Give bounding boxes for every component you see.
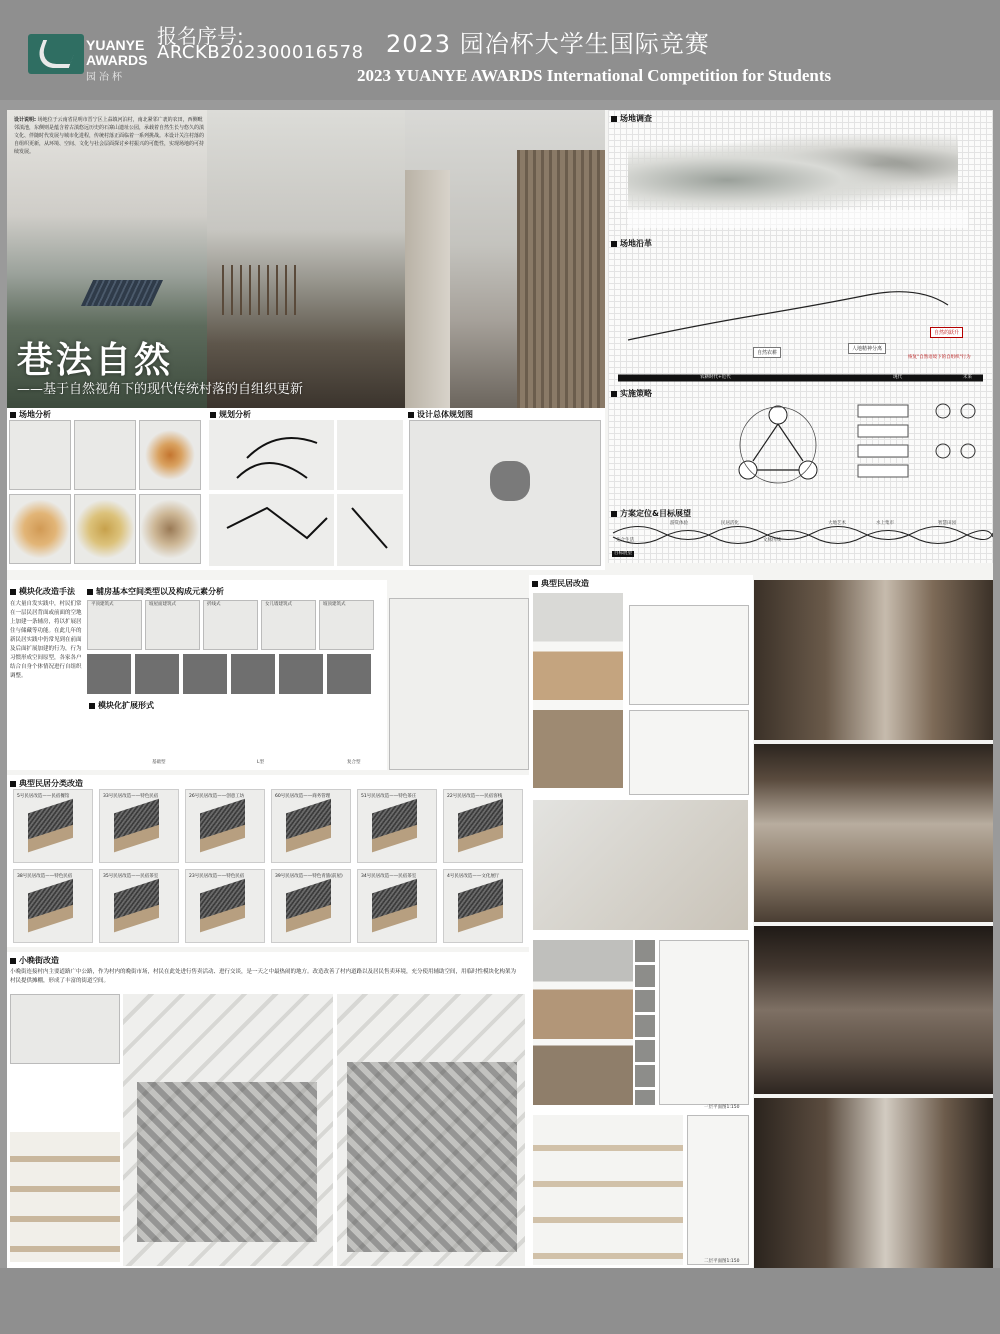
village-plan-map <box>389 598 529 770</box>
material-swatches <box>635 940 655 1105</box>
night-street-text: 小晚街连接村内主要道路广中公路，作为村内的晚街市场，村民在此处进行售卖活动、进行交谈，是一天之中最热闹的地方。改造改善了村内道路以及居民售卖环境，充分使用辅助空间，用临时性模块化构架为村民提供摊棚，形成了丰富的街道空间。 <box>10 969 517 984</box>
positioning-wave <box>608 505 993 563</box>
house-card-6 <box>443 789 523 863</box>
planning-analysis-panel <box>207 408 405 570</box>
night-street-aerial-2-roofs <box>347 1062 517 1252</box>
modular-form-l: L型 <box>257 760 265 765</box>
master-plan-core <box>490 461 530 501</box>
house-card-10-label: 39号民居改造——特色青旅(前屋) <box>275 874 343 879</box>
space-type-label-5: 坡顶建筑式 <box>323 602 346 607</box>
space-type-label-2: 坡屋面建筑式 <box>149 602 176 607</box>
logo-sub: 园冶杯 <box>86 72 125 83</box>
floor-plan-4 <box>687 1115 749 1265</box>
strategy-panel <box>608 385 993 505</box>
house-card-4 <box>271 789 351 863</box>
interior-render-3 <box>754 926 993 1094</box>
project-title: 巷法自然 <box>17 339 174 381</box>
house-card-9-label: 23号民居改造——特色民宿 <box>189 874 245 879</box>
hero-photo-middle <box>207 110 405 410</box>
competition-title-en: 2023 YUANYE AWARDS International Competition for Students <box>357 66 832 85</box>
exploded-axon-2 <box>533 800 748 930</box>
house-card-7 <box>13 869 93 943</box>
modular-text: 在大量自发实践中，村民们常在一层民居背面或前面的空地上加建一条辅房，将以扩展居住与储藏等功能。在此几年的新民居实践中仍常见到在前面及后面扩展加建的行为，行为习惯形成空间原型，各家各户结合自身个体情况进行自组织调整。 <box>10 601 82 679</box>
modular-forms-title: 模块化扩展形式 <box>89 700 154 711</box>
alley-wall-right <box>517 150 605 410</box>
house-card-7-label: 38号民居改造——特色民宿 <box>17 874 73 879</box>
history-era-2: 现代 <box>893 375 902 380</box>
solar-panels <box>81 280 163 306</box>
house-card-2-label: 33号民居改造——特色民宿 <box>103 794 159 799</box>
space-types-title: 辅房基本空间类型以及构成元素分析 <box>87 586 224 597</box>
logo-text-line1: YUANYE <box>86 37 145 53</box>
plan-label-second-floor: 二层平面图1:150 <box>704 1259 740 1264</box>
positioning-word-6: 水上集市 <box>876 521 894 526</box>
house-card-11-label: 34号民居改造——民宿茶室 <box>361 874 417 879</box>
site-analysis-panel <box>7 408 207 570</box>
site-map-4 <box>9 494 71 564</box>
typical-houses-title: 典型民居改造 <box>532 578 589 589</box>
master-plan-map <box>409 420 601 566</box>
exploded-axon-3 <box>533 940 633 1105</box>
modular-form-basic: 基础型 <box>152 760 166 765</box>
house-card-6-label: 22号民居改造——民宿客栈 <box>447 794 503 799</box>
positioning-word-3: 民居活化 <box>721 521 739 526</box>
house-card-4-label: 60号民居改造——商务管理 <box>275 794 331 799</box>
site-map-2 <box>74 420 136 490</box>
strategy-diagram <box>608 385 993 505</box>
night-street-map <box>10 994 120 1064</box>
site-map-5 <box>74 494 136 564</box>
history-label-leap: 自然的跃升 <box>930 327 963 338</box>
site-survey-panel <box>608 110 993 235</box>
history-label-farming: 自然农耕 <box>753 347 781 358</box>
space-photos <box>87 654 374 694</box>
night-street-aerial-1-roofs <box>137 1082 317 1242</box>
house-card-1 <box>13 789 93 863</box>
planning-analysis-title: 规划分析 <box>210 409 251 420</box>
yuanye-logo <box>28 34 84 74</box>
house-card-3-label: 26号民居改造——创意工坊 <box>189 794 245 799</box>
history-timeline <box>608 235 993 385</box>
house-categories-panel <box>7 775 529 947</box>
house-card-3 <box>185 789 265 863</box>
house-card-8 <box>99 869 179 943</box>
modular-title: 模块化改造手法 <box>10 586 75 597</box>
positioning-word-1: 先合生活 <box>616 538 634 543</box>
house-categories-title: 典型民居分类改造 <box>10 778 83 789</box>
history-era-3: 未来 <box>963 375 972 380</box>
positioning-panel <box>608 505 993 563</box>
site-history-panel <box>608 235 993 385</box>
site-analysis-title: 场地分析 <box>10 409 51 420</box>
positioning-word-5: 大地艺术 <box>828 521 846 526</box>
house-card-1-label: 5号民居改造——民宿餐馆 <box>17 794 70 799</box>
positioning-word-7: 智慧田园 <box>938 521 956 526</box>
site-history-title: 场地沿革 <box>611 238 652 249</box>
night-street-title: 小晚街改造 <box>10 955 59 966</box>
stair-modules <box>533 1115 683 1265</box>
exploded-axon-1 <box>533 593 623 788</box>
footer-bar <box>0 1268 1000 1334</box>
survey-note <box>628 210 968 228</box>
night-street-panel <box>7 952 529 1268</box>
history-era-1: 农耕时代+近代 <box>700 375 731 380</box>
survey-sketch <box>628 135 958 210</box>
modular-panel <box>7 580 387 770</box>
positioning-word-2: 游赏体验 <box>670 521 688 526</box>
regno-label: 报名序号: <box>157 24 244 48</box>
header-bar <box>0 0 1000 100</box>
floor-plan-1 <box>629 605 749 705</box>
site-survey-title: 场地调查 <box>611 113 652 124</box>
house-card-5 <box>357 789 437 863</box>
house-card-9 <box>185 869 265 943</box>
poster <box>7 110 993 1268</box>
logo-mark-icon <box>33 40 79 68</box>
alley-wall-left <box>405 170 450 410</box>
floor-plan-3 <box>659 940 749 1105</box>
wooden-pavilion <box>222 265 302 315</box>
site-map-6 <box>139 494 201 564</box>
site-map-1 <box>9 420 71 490</box>
positioning-word-4: 文脉传续 <box>763 538 781 543</box>
planning-diagrams <box>207 408 405 570</box>
house-card-11 <box>357 869 437 943</box>
intro-label: 设计说明: <box>14 117 36 123</box>
house-card-12 <box>443 869 523 943</box>
plan-label-first-floor: 一层平面图1:150 <box>704 1105 740 1110</box>
house-card-5-label: 51号民居改造——特色茶庄 <box>361 794 417 799</box>
competition-title-cn: 2023 园冶杯大学生国际竞赛 <box>386 30 710 58</box>
house-card-10 <box>271 869 351 943</box>
positioning-target-label: 目标展望 <box>614 551 632 556</box>
floor-plan-2 <box>629 710 749 795</box>
space-type-label-1: 平顶建筑式 <box>91 602 114 607</box>
stall-modules <box>10 1132 120 1262</box>
logo-text <box>86 38 147 68</box>
modular-form-composite: 复合型 <box>347 760 361 765</box>
master-plan-panel <box>405 408 605 570</box>
registration-number: ARCKB202300016578 <box>157 42 364 63</box>
positioning-title: 方案定位&目标展望 <box>611 508 691 519</box>
interior-render-1 <box>754 580 993 740</box>
interior-render-2 <box>754 744 993 922</box>
strategy-title: 实施策略 <box>611 388 652 399</box>
history-label-separation: 人地精神分离 <box>848 343 886 354</box>
house-card-2 <box>99 789 179 863</box>
project-subtitle: ——基于自然视角下的现代传统村落的自组织更新 <box>17 382 304 397</box>
intro-text: 场地位于云南省昆明市晋宁区上蒜镇河泊村，南北紧邻广袤的农田，西侧毗邻滇池，东侧则是蕴含着古滇悠远历史的石寨山遗址公园，承载着自然生长与悠久的滇文化、伴随时代发展与城市化进程，传统村落正面临着一系列挑战。本设计关注村落的自组织更新，从环境、空间、文化与社会层面探讨乡村振兴的可能性，实现场地的可持续发展。 <box>14 117 205 155</box>
house-card-12-label: 4号民居改造——文化展厅 <box>447 874 500 879</box>
space-type-label-3: 折线式 <box>207 602 221 607</box>
history-right-note: 恢复"自然语境下的自组织"行为 <box>908 355 971 360</box>
design-description <box>14 116 204 156</box>
site-map-3 <box>139 420 201 490</box>
master-plan-title: 设计总体规划图 <box>408 409 473 420</box>
interior-render-4 <box>754 1098 993 1268</box>
house-card-8-label: 35号民居改造——民宿茶室 <box>103 874 159 879</box>
logo-text-line2: AWARDS <box>86 52 148 68</box>
typical-houses-panel <box>529 575 753 1268</box>
space-type-label-4: 女儿墙建筑式 <box>265 602 292 607</box>
